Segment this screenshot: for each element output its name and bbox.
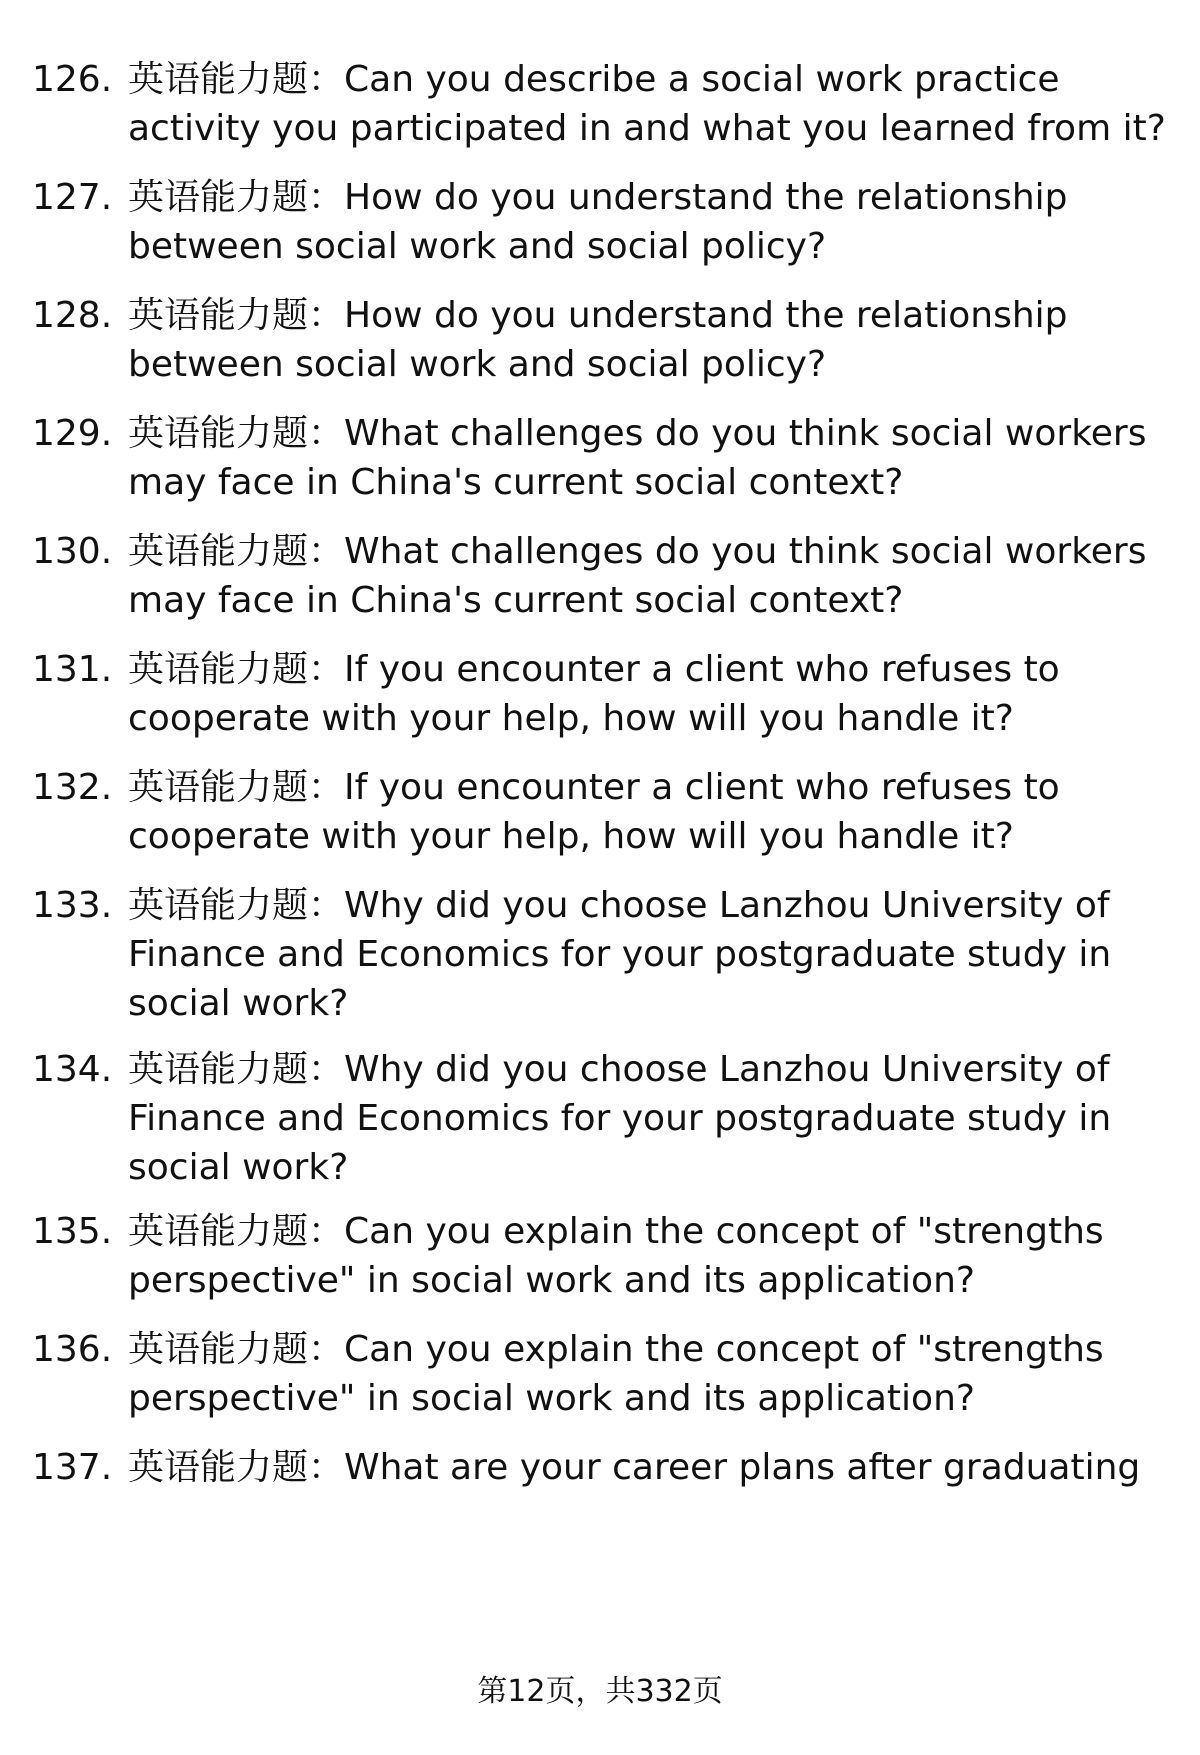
question-body (128, 409, 1168, 507)
question-body (128, 291, 1168, 389)
question-tag: 英语能力题： (128, 59, 345, 100)
question-body (128, 645, 1168, 743)
question-tag: 英语能力题： (128, 177, 345, 218)
question-text: How do you understand the relationship between social work and social policy? (128, 177, 1068, 267)
question-body (128, 173, 1168, 271)
question-body (128, 55, 1168, 153)
question-text: Can you explain the concept of "strengths perspective" in social work and its application? (128, 1329, 1104, 1419)
question-number: 133. (32, 885, 113, 926)
question-number: 129. (32, 413, 113, 454)
question-tag: 英语能力题： (128, 1329, 345, 1370)
question-text: Can you explain the concept of "strengths perspective" in social work and its application? (128, 1211, 1104, 1301)
question-text: Can you describe a social work practice activity you participated in and what you learned from it? (128, 59, 1166, 149)
question-body (128, 1443, 1168, 1492)
question-text: How do you understand the relationship between social work and social policy? (128, 295, 1068, 385)
question-text: What challenges do you think social workers may face in China's current social context? (128, 413, 1147, 503)
question-number: 136. (32, 1329, 113, 1370)
question-body (128, 763, 1168, 861)
question-number: 137. (32, 1447, 113, 1488)
question-body (128, 1325, 1168, 1423)
question-body (128, 527, 1168, 625)
question-number: 131. (32, 649, 113, 690)
question-tag: 英语能力题： (128, 767, 345, 808)
question-text: What are your career plans after graduating (344, 1447, 1141, 1488)
question-number: 132. (32, 767, 113, 808)
question-body (128, 1045, 1168, 1192)
question-text: What challenges do you think social workers may face in China's current social context? (128, 531, 1147, 621)
question-number: 130. (32, 531, 113, 572)
page-number-footer: 第12页，共332页 (477, 1674, 723, 1709)
question-number: 134. (32, 1049, 113, 1090)
question-number: 135. (32, 1211, 113, 1252)
question-tag: 英语能力题： (128, 1049, 345, 1090)
question-text: If you encounter a client who refuses to cooperate with your help, how will you handle it? (128, 649, 1060, 739)
question-text: If you encounter a client who refuses to cooperate with your help, how will you handle it? (128, 767, 1060, 857)
question-tag: 英语能力题： (128, 531, 345, 572)
question-tag: 英语能力题： (128, 1211, 345, 1252)
question-tag: 英语能力题： (128, 295, 345, 336)
question-text: Why did you choose Lanzhou University of Finance and Economics for your postgraduate study in social work? (128, 1049, 1112, 1188)
question-tag: 英语能力题： (128, 413, 345, 454)
question-text: Why did you choose Lanzhou University of Finance and Economics for your postgraduate study in social work? (128, 885, 1112, 1024)
question-number: 127. (32, 177, 113, 218)
question-tag: 英语能力题： (128, 649, 345, 690)
question-tag: 英语能力题： (128, 885, 345, 926)
question-body (128, 1207, 1168, 1305)
question-tag: 英语能力题： (128, 1447, 345, 1488)
question-body (128, 881, 1168, 1028)
question-number: 128. (32, 295, 113, 336)
question-number: 126. (32, 59, 113, 100)
